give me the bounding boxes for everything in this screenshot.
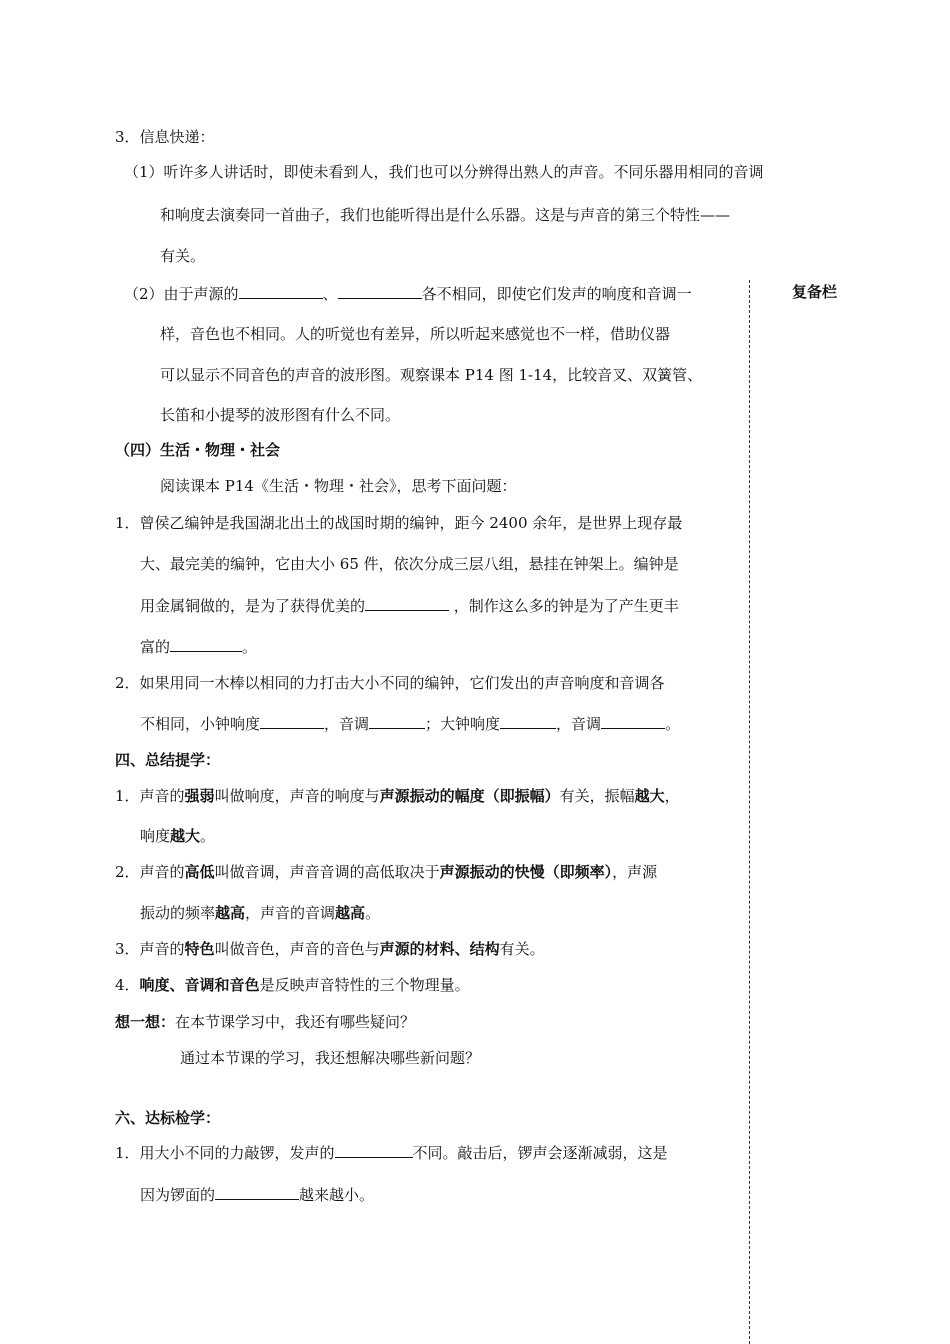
summary-line — [115, 939, 545, 959]
reflection-label: 想一想： — [115, 1013, 176, 1031]
blank-field[interactable] — [335, 1143, 413, 1158]
text: 1．声音的 — [115, 787, 185, 805]
text: ，制作这么多的钟是为了产生更丰 — [453, 597, 679, 615]
section-heading: 六、达标检学： — [115, 1109, 221, 1127]
paragraph-line: 大、最完美的编钟，它由大小 65 件，依次分成三层八组，悬挂在钟架上。编钟是 — [140, 555, 679, 573]
summary-line — [115, 975, 470, 995]
text: 有关。 — [499, 940, 545, 958]
section-heading: （四）生活・物理・社会 — [115, 441, 281, 459]
paragraph-line: 可以显示不同音色的声音的波形图。观察课本 P14 图 1-14，比较音叉、双簧管、 — [160, 366, 703, 384]
key-term: 响度、音调和音色 — [139, 976, 260, 994]
paragraph-line: 和响度去演奏同一首曲子，我们也能听得出是什么乐器。这是与声音的第三个特性—— — [160, 206, 731, 224]
blank-field[interactable] — [500, 714, 556, 729]
text: 4． — [115, 976, 140, 994]
paragraph-line: 长笛和小提琴的波形图有什么不同。 — [160, 406, 401, 424]
text: 响度 — [140, 827, 171, 845]
paragraph-line: 样，音色也不相同。人的听觉也有差异，所以听起来感觉也不一样，借助仪器 — [160, 325, 671, 343]
blank-field[interactable] — [215, 1185, 299, 1200]
paragraph-line: 有关。 — [160, 247, 206, 265]
paragraph-line: （1）听许多人讲话时，即使未看到人，我们也可以分辨得出熟人的声音。不同乐器用相同的音调 — [124, 163, 764, 181]
reflection-line: 通过本节课的学习，我还想解决哪些新问题？ — [180, 1049, 481, 1067]
paragraph-line: 阅读课本 P14《生活・物理・社会》，思考下面问题： — [160, 477, 517, 495]
text: 不相同，小钟响度 — [140, 715, 261, 733]
question-line — [140, 714, 680, 734]
text: 3．声音的 — [115, 940, 185, 958]
key-term: 声源振动的快慢（即频率） — [439, 863, 613, 881]
summary-line — [115, 862, 657, 882]
text: 用金属铜做的，是为了获得优美的 — [140, 597, 366, 615]
text: 因为锣面的 — [140, 1186, 216, 1204]
key-term: 越大 — [634, 787, 665, 805]
text: 越来越小。 — [299, 1186, 375, 1204]
text: 。 — [665, 715, 681, 733]
text: ，声源 — [612, 863, 658, 881]
text: 叫做响度，声音的响度与 — [214, 787, 380, 805]
summary-line — [140, 826, 215, 846]
text: 叫做音调，声音音调的高低取决于 — [214, 863, 440, 881]
text: ；大钟响度 — [425, 715, 501, 733]
blank-field[interactable] — [338, 284, 422, 299]
text: ， — [664, 787, 680, 805]
question-line: 1．曾侯乙编钟是我国湖北出土的战国时期的编钟，距今 2400 余年，是世界上现存最 — [115, 514, 683, 532]
key-term: 高低 — [184, 863, 215, 881]
question-line — [124, 284, 692, 304]
text: 各不相同，即使它们发声的响度和音调一 — [421, 285, 692, 303]
text: 。 — [242, 638, 258, 656]
key-term: 越高 — [215, 904, 246, 922]
blank-field[interactable] — [369, 714, 425, 729]
key-term: 越高 — [335, 904, 366, 922]
text: 。 — [200, 827, 216, 845]
blank-field[interactable] — [260, 714, 324, 729]
question-line — [115, 1143, 668, 1163]
key-term: 特色 — [184, 940, 215, 958]
text: 、 — [322, 285, 338, 303]
text: 富的 — [140, 638, 171, 656]
text: 在本节课学习中，我还有哪些疑问？ — [175, 1013, 416, 1031]
section-heading: 四、总结提学： — [115, 751, 221, 769]
key-term: 越大 — [170, 827, 201, 845]
text: 2．声音的 — [115, 863, 185, 881]
blank-field[interactable] — [170, 637, 242, 652]
text: 叫做音色，声音的音色与 — [214, 940, 380, 958]
key-term: 声源振动的幅度（即振幅） — [379, 787, 560, 805]
text: 是反映声音特性的三个物理量。 — [259, 976, 470, 994]
question-line — [140, 1185, 374, 1205]
text: ，音调 — [324, 715, 370, 733]
question-line — [140, 637, 257, 657]
blank-field[interactable] — [601, 714, 665, 729]
text: 1．用大小不同的力敲锣，发声的 — [115, 1144, 335, 1162]
summary-line — [140, 903, 380, 923]
text: （2）由于声源的 — [124, 285, 239, 303]
key-term: 强弱 — [184, 787, 215, 805]
question-line — [140, 596, 679, 616]
blank-field[interactable] — [365, 596, 449, 611]
margin-divider — [749, 280, 750, 1344]
section-3-heading: 3．信息快递： — [115, 128, 215, 146]
text: ，声音的音调 — [245, 904, 336, 922]
blank-field[interactable] — [239, 284, 323, 299]
text: ，音调 — [556, 715, 602, 733]
text: 振动的频率 — [140, 904, 216, 922]
text: 。 — [365, 904, 381, 922]
reflection-line — [115, 1012, 415, 1032]
text: 不同。敲击后，锣声会逐渐减弱，这是 — [412, 1144, 668, 1162]
text: 有关，振幅 — [559, 787, 635, 805]
key-term: 声源的材料、结构 — [379, 940, 500, 958]
sidebar-label: 复备栏 — [792, 283, 838, 301]
summary-line — [115, 786, 680, 806]
question-line: 2．如果用同一木棒以相同的力打击大小不同的编钟，它们发出的声音响度和音调各 — [115, 674, 665, 692]
